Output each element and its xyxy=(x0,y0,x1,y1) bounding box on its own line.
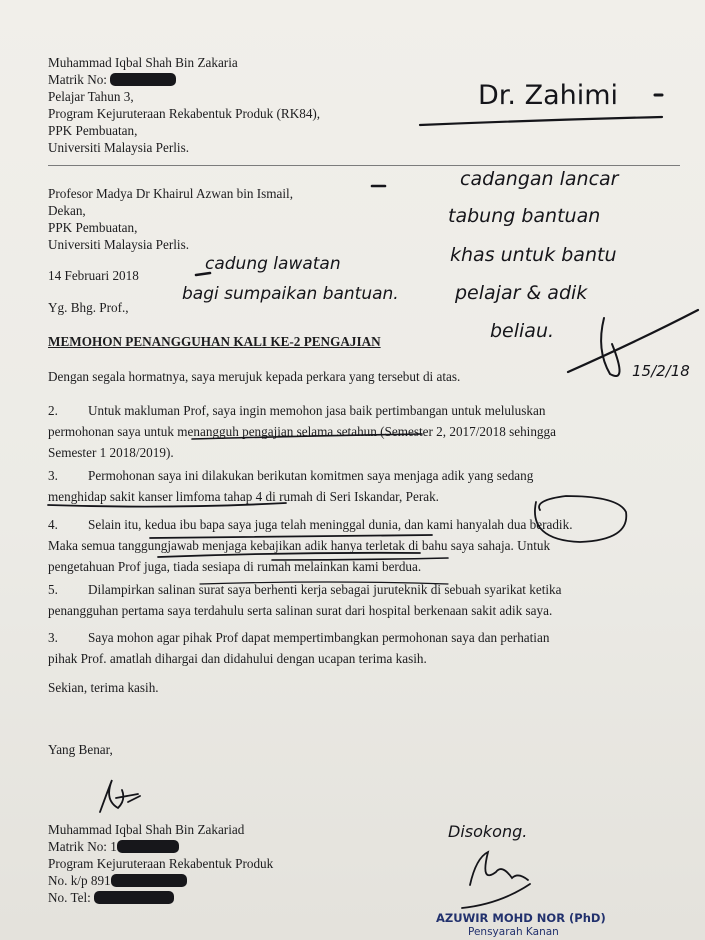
paragraph-line: permohonan saya untuk menangguh pengajian selama setahun (Semester 2, 2017/2018 sehingga xyxy=(48,424,556,439)
recipient-name: Profesor Madya Dr Khairul Azwan bin Ismail, xyxy=(48,186,294,201)
signatory-tel xyxy=(48,890,174,906)
handwritten-line: tabung bantuan xyxy=(448,205,601,227)
paragraph-line: Maka semua tanggungjawab menjaga kebajikan adik hanya terletak di bahu saya sahaja. Untuk xyxy=(48,538,551,553)
sender-program: Program Kejuruteraan Rekabentuk Produk (RK84), xyxy=(48,106,321,121)
redaction-bar xyxy=(110,73,176,86)
paragraph-line: penangguhan pertama saya terdahulu serta salinan surat dari hospital berkenaan sakit adik saya. xyxy=(48,603,553,618)
header-divider xyxy=(48,165,680,166)
sender-faculty: PPK Pembuatan, xyxy=(48,123,138,138)
paragraph-line: menghidap sakit kanser limfoma tahap 4 di rumah di Seri Iskandar, Perak. xyxy=(48,489,439,504)
signatory-name: Muhammad Iqbal Shah Bin Zakariad xyxy=(48,822,245,837)
paragraph-line: Semester 1 2018/2019). xyxy=(48,445,174,460)
addressee-underline xyxy=(420,117,662,125)
student-signature xyxy=(100,780,140,812)
sender-year: Pelajar Tahun 3, xyxy=(48,89,134,104)
handwritten-line: beliau. xyxy=(490,320,555,342)
redaction-bar xyxy=(111,874,187,887)
paragraph-line: pengetahuan Prof juga, tiada sesiapa di rumah melainkan kami berdua. xyxy=(48,559,422,574)
stamp-name: AZUWIR MOHD NOR (PhD) xyxy=(436,911,606,925)
signatory-tel-label: No. Tel: xyxy=(48,890,91,905)
sender-matrik-label: Matrik No: xyxy=(48,72,107,87)
signatory-matrik-label: Matrik No: 1 xyxy=(48,839,117,854)
paragraph-number: 5. xyxy=(48,582,58,597)
handwritten-date: 15/2/18 xyxy=(632,362,690,380)
paragraph-line: Saya mohon agar pihak Prof dapat mempertimbangkan permohonan saya dan perhatian xyxy=(88,630,550,645)
letter-date: 14 Februari 2018 xyxy=(48,268,139,283)
handwritten-line: pelajar & adik xyxy=(455,282,588,304)
handwritten-addressee: Dr. Zahimi xyxy=(478,80,619,111)
paragraph-line: Untuk makluman Prof, saya ingin memohon jasa baik pertimbangan untuk meluluskan xyxy=(88,403,546,418)
handwritten-line: bagi sumpaikan bantuan. xyxy=(182,284,399,304)
initials-loop xyxy=(601,318,619,376)
paragraph-line: pihak Prof. amatlah dihargai dan didahului dengan ucapan terima kasih. xyxy=(48,651,427,666)
paragraph-line: Permohonan saya ini dilakukan berikutan komitmen saya menjaga adik yang sedang xyxy=(88,468,534,483)
signatory-kp xyxy=(48,873,187,889)
sender-name: Muhammad Iqbal Shah Bin Zakaria xyxy=(48,55,238,70)
opening-sentence: Dengan segala hormatnya, saya merujuk kepada perkara yang tersebut di atas. xyxy=(48,369,461,384)
endorser-signature xyxy=(462,852,530,908)
handwritten-endorsement: Disokong. xyxy=(448,822,528,841)
redaction-bar xyxy=(117,840,179,853)
handwritten-line: khas untuk bantu xyxy=(450,244,617,266)
handwritten-line: cadung lawatan xyxy=(205,254,341,274)
recipient-university: Universiti Malaysia Perlis. xyxy=(48,237,190,252)
salutation: Yg. Bhg. Prof., xyxy=(48,300,129,315)
signatory-matrik xyxy=(48,839,179,855)
sender-matrik xyxy=(48,72,176,88)
sender-university: Universiti Malaysia Perlis. xyxy=(48,140,190,155)
paragraph-number: 4. xyxy=(48,517,58,532)
paragraph-line: Dilampirkan salinan surat saya berhenti kerja sebagai juruteknik di sebuah syarikat ketika xyxy=(88,582,562,597)
signoff: Yang Benar, xyxy=(48,742,113,757)
recipient-faculty: PPK Pembuatan, xyxy=(48,220,138,235)
signatory-kp-label: No. k/p 891 xyxy=(48,873,111,888)
paragraph-number: 2. xyxy=(48,403,58,418)
recipient-title: Dekan, xyxy=(48,203,86,218)
subject-line: MEMOHON PENANGGUHAN KALI KE-2 PENGAJIAN xyxy=(48,334,381,349)
closing-line: Sekian, terima kasih. xyxy=(48,680,159,695)
signatory-program: Program Kejuruteraan Rekabentuk Produk xyxy=(48,856,274,871)
paragraph-number: 3. xyxy=(48,630,58,645)
paragraph-number: 3. xyxy=(48,468,58,483)
paragraph-line: Selain itu, kedua ibu bapa saya juga telah meninggal dunia, dan kami hanyalah dua beradik. xyxy=(88,517,573,532)
stamp-title: Pensyarah Kanan xyxy=(468,926,559,938)
handwritten-line: cadangan lancar xyxy=(460,168,619,190)
redaction-bar xyxy=(94,891,174,904)
